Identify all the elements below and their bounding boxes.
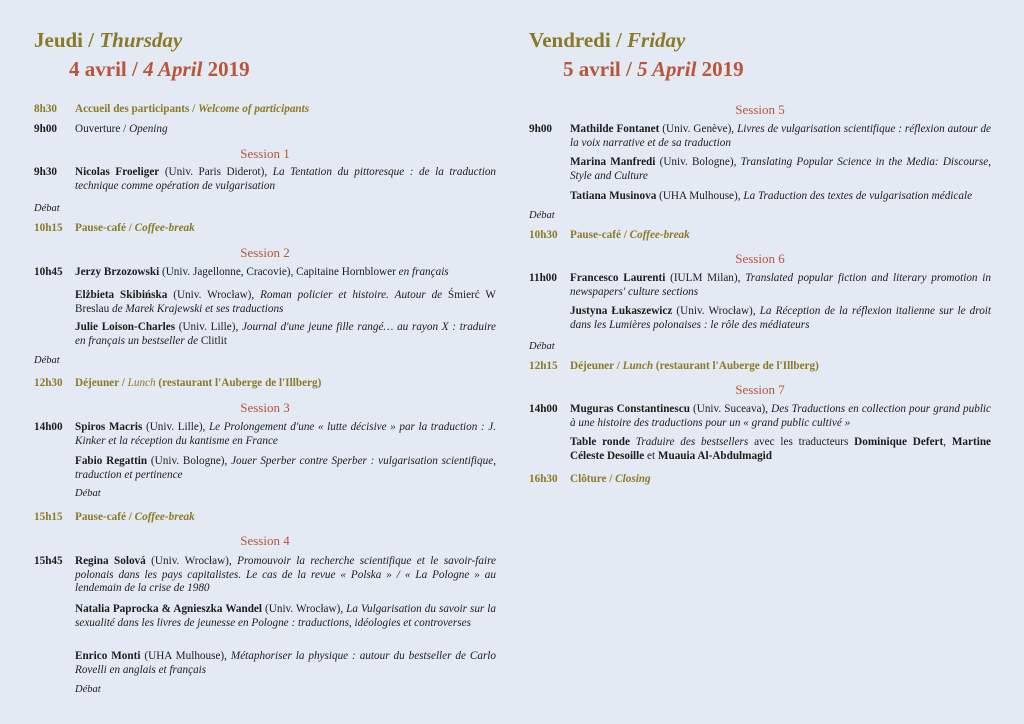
time: 11h00 bbox=[529, 272, 557, 284]
debate-label: Débat bbox=[529, 341, 555, 352]
time: 12h30 bbox=[34, 377, 63, 389]
day-heading: Jeudi / Thursday bbox=[34, 28, 183, 52]
item-text: Déjeuner / Lunch (restaurant l'Auberge de l'Illberg) bbox=[75, 377, 322, 389]
debate-label: Débat bbox=[34, 355, 60, 366]
talk-text: Enrico Monti (UHA Mulhouse), Métaphoriser la physique : autour du bestseller de Carlo Rovelli en anglais et français bbox=[75, 650, 497, 676]
item-text: Pause-café / Coffee-break bbox=[75, 511, 195, 523]
time: 15h45 bbox=[34, 555, 63, 567]
session-heading: Session 1 bbox=[240, 146, 290, 161]
item-text: Déjeuner / Lunch (restaurant l'Auberge de l'Illberg) bbox=[570, 360, 819, 372]
debate-label: Débat bbox=[34, 203, 60, 214]
debate-label: Débat bbox=[75, 488, 101, 499]
talk-text: Elżbieta Skibińska (Univ. Wrocław), Roman policier et histoire. Autour de Śmierć W Breslau de Marek Krajewski et ses traductions bbox=[75, 289, 496, 315]
time: 14h00 bbox=[34, 421, 63, 433]
item-text: Pause-café / Coffee-break bbox=[75, 222, 195, 234]
time: 10h45 bbox=[34, 266, 63, 278]
talk-text: Regina Solová (Univ. Wrocław), Promouvoir la recherche scientifique et le savoir-faire polonais dans les pays capitalistes. Le cas de la revue « Polska » / « La Pologne » au lendemain de la crise de 1980 bbox=[75, 555, 497, 595]
talk-text: Natalia Paprocka & Agnieszka Wandel (Univ. Wrocław), La Vulgarisation du savoir sur la sexualité dans les livres de jeunesse en Pologne : traductions, idéologies et controverses bbox=[75, 603, 496, 629]
talk-text: Marina Manfredi (Univ. Bologne), Translating Popular Science in the Media: Discourse, Style and Culture bbox=[570, 156, 992, 182]
time: 9h00 bbox=[34, 123, 58, 135]
talk-text: Julie Loison-Charles (Univ. Lille), Journal d'une jeune fille rangé… au rayon X : traduire en français un bestseller de Clitlit bbox=[75, 321, 496, 347]
talk-text: Jerzy Brzozowski (Univ. Jagellonne, Cracovie), Capitaine Hornblower en français bbox=[75, 266, 449, 278]
session-heading: Session 2 bbox=[240, 245, 290, 260]
session-heading: Session 4 bbox=[240, 533, 290, 548]
talk-text: Fabio Regattin (Univ. Bologne), Jouer Sperber contre Sperber : vulgarisation scientifique, traduction et pertinence bbox=[75, 455, 496, 481]
item-text: Accueil des participants / Welcome of participants bbox=[75, 103, 310, 115]
time: 10h15 bbox=[34, 222, 63, 234]
talk-text: Francesco Laurenti (IULM Milan), Translated popular fiction and literary promotion in newspapers' culture sections bbox=[570, 272, 991, 298]
debate-label: Débat bbox=[75, 684, 101, 695]
time: 10h30 bbox=[529, 229, 558, 241]
talk-text: Muguras Constantinescu (Univ. Suceava), Des Traductions en collection pour grand public à une histoire des traductions pour un « grand public cultivé » bbox=[570, 403, 992, 429]
session-heading: Session 5 bbox=[735, 102, 785, 117]
time: 12h15 bbox=[529, 360, 558, 372]
session-heading: Session 7 bbox=[735, 382, 785, 397]
time: 9h00 bbox=[529, 123, 553, 135]
item-text: Ouverture / Opening bbox=[75, 123, 168, 135]
talk-text: Table ronde Traduire des bestsellers avec les traducteurs Dominique Defert, Martine Céleste Desoille et Muauia Al-Abdulmagid bbox=[570, 436, 992, 462]
time: 15h15 bbox=[34, 511, 63, 523]
talk-text: Spiros Macris (Univ. Lille), Le Prolongement d'une « lutte décisive » par la traduction : J. Kinker et la réception du kantisme en France bbox=[75, 421, 496, 447]
time: 8h30 bbox=[34, 103, 58, 115]
talk-text: Nicolas Froeliger (Univ. Paris Diderot), La Tentation du pittoresque : de la traduction technique comme opération de vulgarisation bbox=[75, 166, 497, 192]
session-heading: Session 6 bbox=[735, 251, 785, 266]
day-heading: Vendredi / Friday bbox=[529, 28, 686, 52]
talk-text: Mathilde Fontanet (Univ. Genève), Livres de vulgarisation scientifique : réflexion autour de la voix narrative et de sa traduction bbox=[570, 123, 991, 149]
talk-text: Justyna Łukaszewicz (Univ. Wrocław), La Réception de la réflexion italienne sur le droit dans les Lumières polonaises : le rôle des médiateurs bbox=[570, 305, 991, 331]
date-heading: 5 avril / 5 April 2019 bbox=[563, 57, 744, 81]
time: 14h00 bbox=[529, 403, 558, 415]
time: 9h30 bbox=[34, 166, 58, 178]
debate-label: Débat bbox=[529, 210, 555, 221]
talk-text: Tatiana Musinova (UHA Mulhouse), La Traduction des textes de vulgarisation médicale bbox=[570, 190, 973, 202]
item-text: Pause-café / Coffee-break bbox=[570, 229, 690, 241]
item-text: Clôture / Closing bbox=[570, 473, 651, 485]
time: 16h30 bbox=[529, 473, 558, 485]
date-heading: 4 avril / 4 April 2019 bbox=[69, 57, 250, 81]
session-heading: Session 3 bbox=[240, 400, 290, 415]
